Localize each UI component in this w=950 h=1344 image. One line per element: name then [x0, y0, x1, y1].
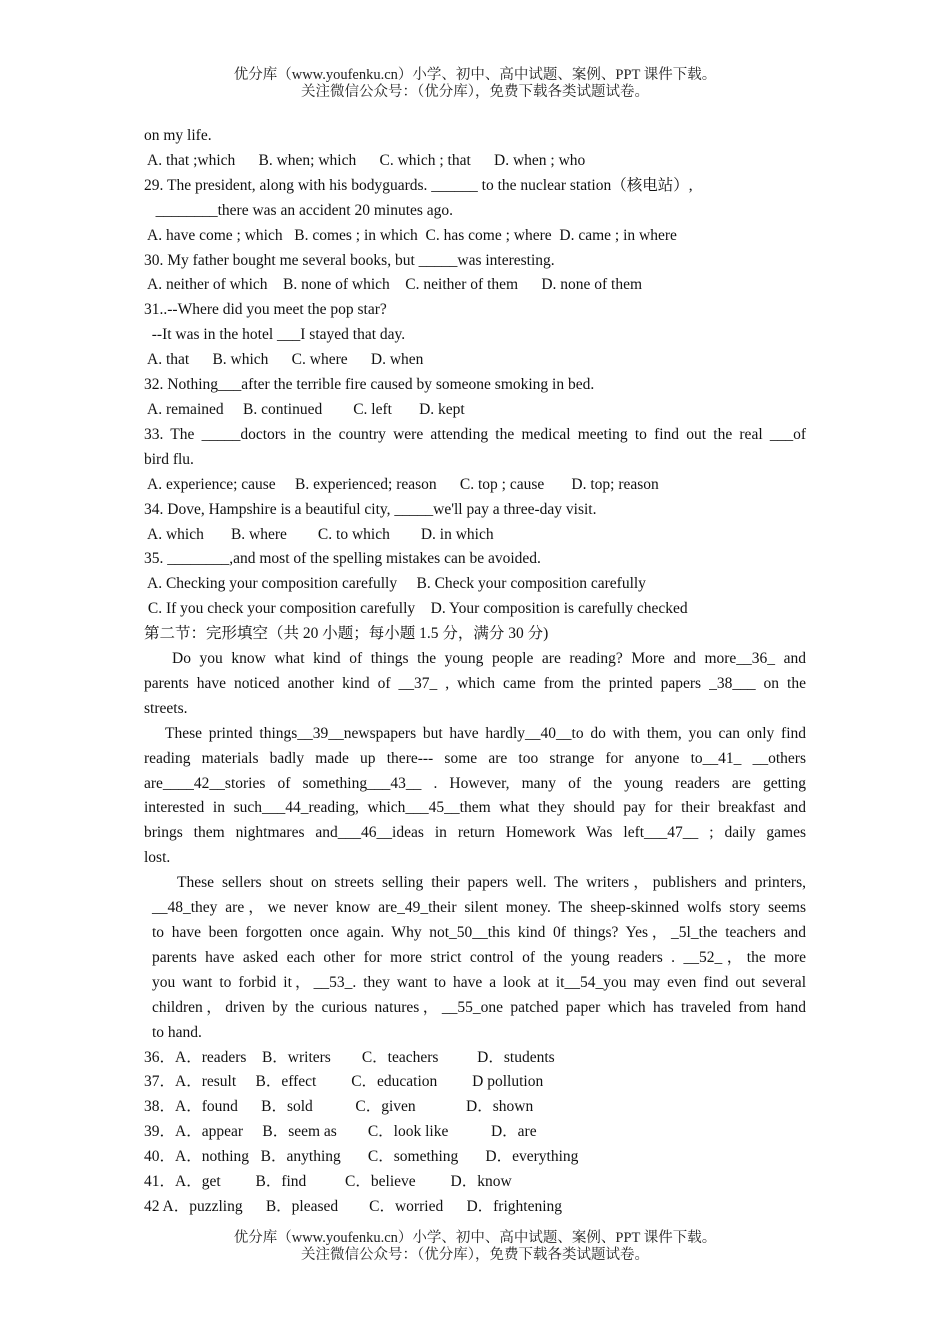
page-footer — [0, 1230, 950, 1264]
answer-options-list — [144, 1046, 806, 1220]
passage-line: streets. — [144, 699, 188, 717]
page-header — [0, 67, 950, 101]
question-34-options: A. which B. where C. to which D. in which — [144, 525, 494, 543]
question-35-options-cd: C. If you check your composition carefully D. Your composition is carefully checked — [144, 600, 688, 618]
passage-line: parents have noticed another kind of __37_ , which came from the printed papers _38___ on the — [144, 674, 806, 692]
question-34-stem: 34. Dove, Hampshire is a beautiful city, _____we'll pay a three-day visit. — [144, 500, 597, 518]
answer-row-39: 39．A．appear B．seem as C．look like D．are — [144, 1123, 537, 1141]
passage-line: reading materials badly made up there--- some are too strange for anyone to__41_ __others — [144, 749, 806, 767]
question-29-options: A. have come ; which B. comes ; in which C. has come ; where D. came ; in where — [144, 226, 677, 244]
passage-line: parents have asked each other for more strict control of the young readers . __52_，the more — [152, 948, 806, 966]
answer-row-42: 42 A．puzzling B．pleased C．worried D．frightening — [144, 1197, 563, 1215]
question-33-options: A. experience; cause B. experienced; reason C. top ; cause D. top; reason — [144, 475, 659, 493]
passage-line: interested in such___44_reading, which___45__them what they should pay for their breakfast and — [144, 799, 806, 817]
question-32-options: A. remained B. continued C. left D. kept — [144, 400, 465, 418]
question-30-options: A. neither of which B. none of which C. neither of them D. none of them — [144, 276, 643, 294]
question-31-stem-cont: --It was in the hotel ___I stayed that day. — [144, 326, 406, 344]
passage-paragraph-2 — [144, 722, 806, 871]
passage-paragraph-3 — [152, 871, 806, 1045]
footer-line-1: 优分库（www.youfenku.cn）小学、初中、高中试题、案例、PPT 课件下载。 — [233, 1230, 717, 1246]
passage-line: Do you know what kind of things the young people are reading? More and more__36_ and — [172, 650, 806, 668]
passage-paragraph-1 — [144, 647, 806, 722]
passage-line: lost. — [144, 849, 171, 867]
passage-line: __48_they are，we never know are_49_their silent money. The sheep-skinned wolfs story seems — [152, 899, 806, 917]
passage-line: are____42__stories of something___43__ . However, many of the young readers are getting — [144, 774, 806, 792]
question-35-options-ab: A. Checking your composition carefully B. Check your composition carefully — [144, 575, 646, 593]
question-33-stem-cont: bird flu. — [144, 450, 194, 468]
passage-line: you want to forbid it，__53_. they want to have a look at it__54_you may even find out several — [152, 973, 806, 991]
header-line-1: 优分库（www.youfenku.cn）小学、初中、高中试题、案例、PPT 课件下载。 — [233, 67, 717, 83]
question-30-stem: 30. My father bought me several books, but _____was interesting. — [144, 251, 555, 269]
question-35-stem: 35. ________,and most of the spelling mistakes can be avoided. — [144, 550, 541, 568]
passage-line: children，driven by the curious natures，__55_one patched paper which has traveled from hand — [152, 998, 806, 1016]
exam-body — [144, 124, 806, 1220]
passage-line: These sellers shout on streets selling their papers well. The writers，publishers and printers, — [177, 874, 806, 892]
answer-row-36: 36．A．readers B．writers C．teachers D．students — [144, 1048, 555, 1066]
question-31-options: A. that B. which C. where D. when — [144, 351, 424, 369]
section-title: 第二节：完形填空（共 20 小题；每小题 1.5 分，满分 30 分) — [144, 625, 549, 643]
passage-line: to hand. — [152, 1023, 202, 1041]
answer-row-38: 38．A．found B．sold C．given D．shown — [144, 1098, 534, 1116]
question-33-stem: 33. The _____doctors in the country were attending the medical meeting to find out the real ___of — [144, 425, 806, 443]
header-line-2: 关注微信公众号：（优分库），免费下载各类试题试卷。 — [301, 84, 649, 100]
question-32-stem: 32. Nothing___after the terrible fire caused by someone smoking in bed. — [144, 376, 595, 394]
answer-row-40: 40．A．nothing B．anything C．something D．everything — [144, 1148, 579, 1166]
passage-line: brings them nightmares and___46__ideas in return Homework Was left___47__ ; daily games — [144, 824, 806, 842]
question-line: on my life. — [144, 127, 212, 144]
passage-line: to have been forgotten once again. Why not_50__this kind 0f things? Yes，_5l_the teachers and — [152, 924, 806, 941]
question-31-stem: 31..--Where did you meet the pop star? — [144, 301, 387, 319]
question-29-stem: 29. The president, along with his bodyguards. ______ to the nuclear station（核电站）, — [144, 176, 693, 194]
footer-line-2: 关注微信公众号：（优分库），免费下载各类试题试卷。 — [301, 1247, 649, 1263]
answer-row-37: 37．A．result B．effect C．education D pollution — [144, 1073, 544, 1091]
question-options: A. that ;which B. when; which C. which ; that D. when ; who — [144, 151, 586, 169]
passage-line: These printed things__39__newspapers but have hardly__40__to do with them, you can only find — [165, 724, 806, 742]
question-29-stem-cont: ________there was an accident 20 minutes ago. — [144, 201, 454, 219]
answer-row-41: 41．A．get B．find C．believe D．know — [144, 1173, 512, 1191]
